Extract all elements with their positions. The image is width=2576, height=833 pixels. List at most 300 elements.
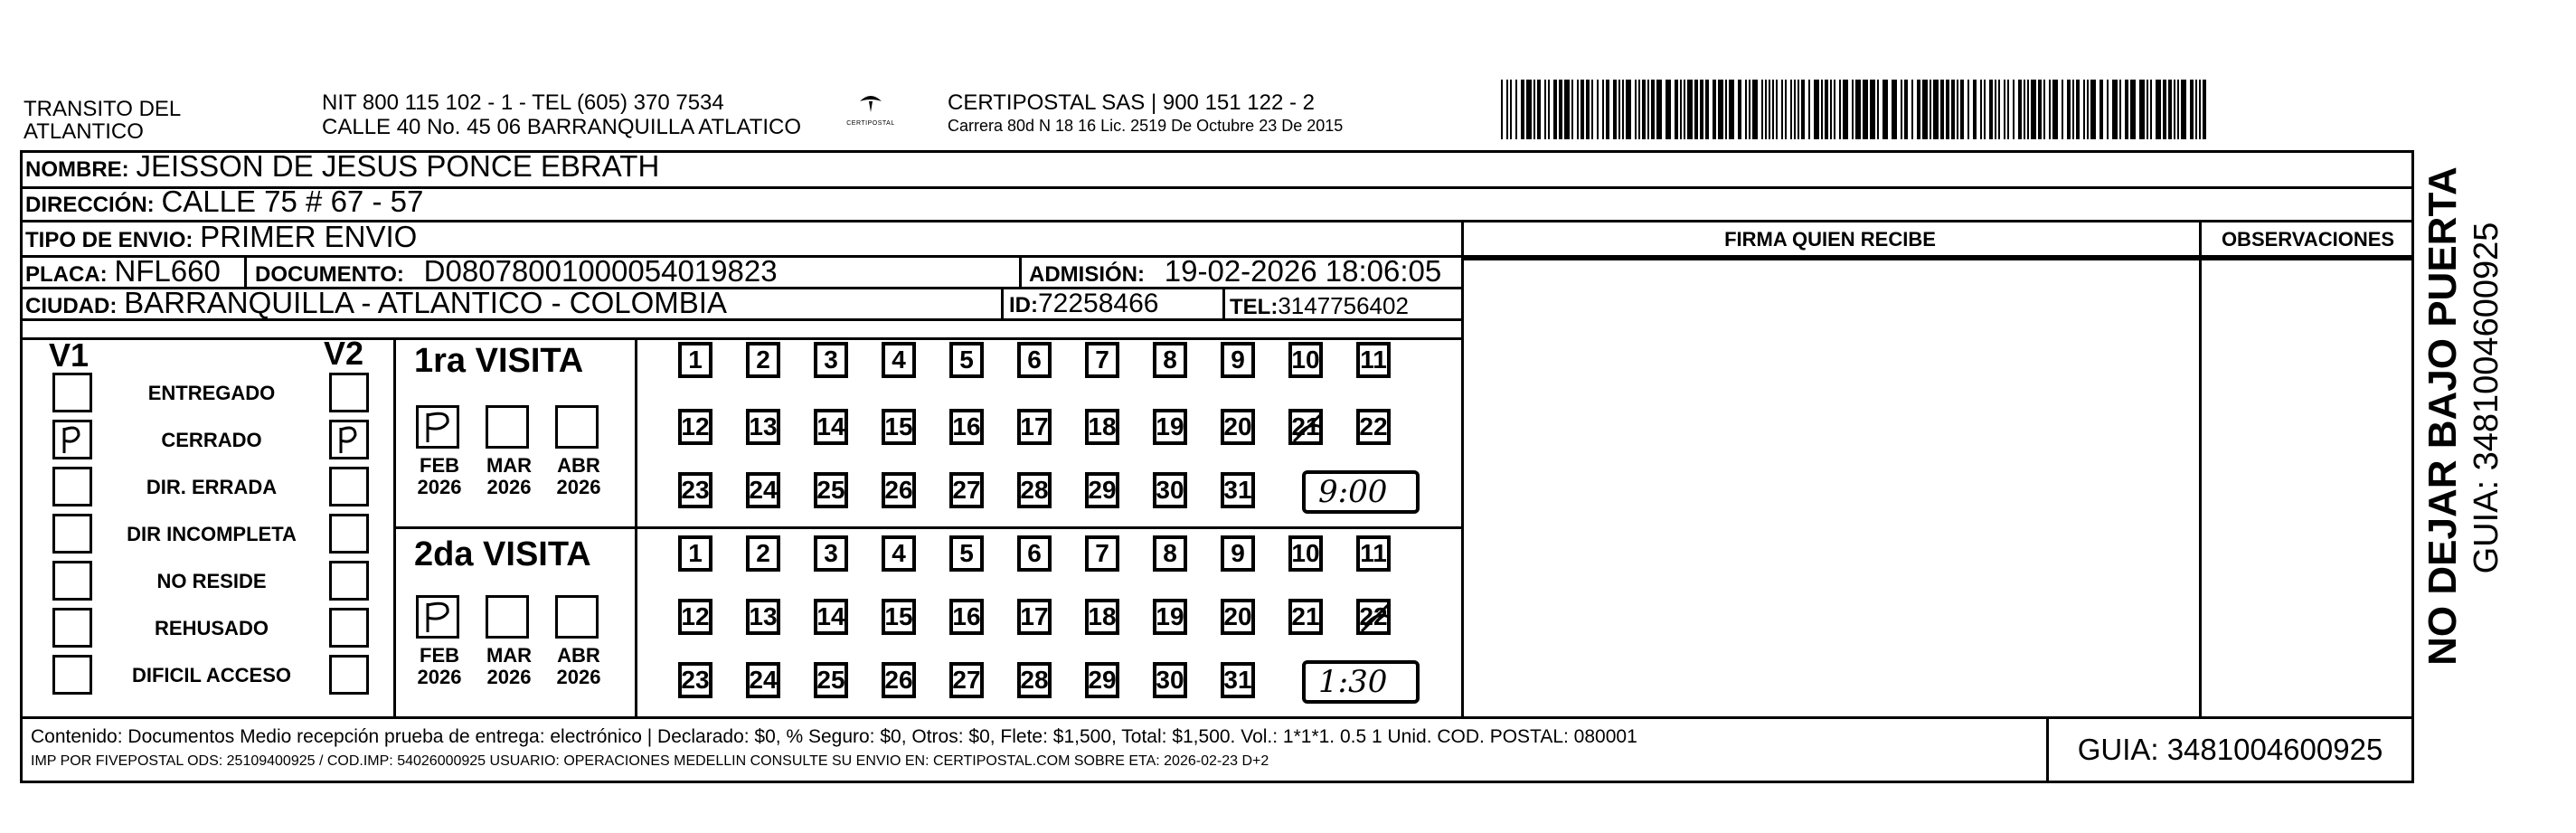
- barcode-bar: [2174, 80, 2175, 139]
- day-number: 3: [824, 539, 838, 567]
- barcode-bar: [2181, 80, 2186, 139]
- day-box[interactable]: [1356, 599, 1391, 635]
- day-number: 5: [959, 346, 974, 374]
- day-number: 18: [1088, 602, 1117, 630]
- status-label: REHUSADO: [155, 617, 269, 639]
- day-box[interactable]: [1221, 535, 1255, 572]
- day-box[interactable]: [882, 535, 916, 572]
- day-box[interactable]: [1017, 662, 1052, 698]
- day-box[interactable]: [678, 662, 712, 698]
- day-box[interactable]: [1085, 472, 1119, 508]
- barcode-bar: [1980, 80, 1982, 139]
- barcode-bar: [1526, 80, 1532, 139]
- barcode-bar: [2031, 80, 2036, 139]
- day-number: 30: [1156, 476, 1184, 504]
- day-number: 25: [816, 666, 845, 694]
- barcode-bar: [1882, 80, 1888, 139]
- day-box[interactable]: [1221, 472, 1255, 508]
- day-box[interactable]: [882, 599, 916, 635]
- status-label: DIR. ERRADA: [146, 476, 278, 498]
- id-row: [1009, 289, 1158, 320]
- nombre-value: JEISSON DE JESUS PONCE EBRATH: [136, 149, 660, 183]
- nombre-row: [25, 149, 660, 185]
- barcode-bar: [1794, 80, 1796, 139]
- barcode-bar: [1656, 80, 1662, 139]
- day-box[interactable]: [678, 535, 712, 572]
- day-number: 16: [952, 412, 981, 440]
- barcode-bar: [1946, 80, 1949, 139]
- day-number: 22: [1359, 412, 1388, 440]
- day-number: 26: [884, 476, 913, 504]
- barcode-bar: [1687, 80, 1693, 139]
- org-line1: TRANSITO DEL: [24, 97, 182, 121]
- day-box[interactable]: [814, 342, 848, 378]
- barcode-bar: [2139, 80, 2145, 139]
- month-checkbox[interactable]: [555, 405, 599, 449]
- status-v2-checkbox[interactable]: [329, 420, 369, 459]
- barcode-bar: [1752, 80, 1758, 139]
- barcode-bar: [1571, 80, 1573, 139]
- day-box[interactable]: [1221, 662, 1255, 698]
- side-guia: GUIA: 3481004600925: [2467, 222, 2505, 574]
- org-nit: NIT 800 115 102 - 1 - TEL (605) 370 7534: [322, 90, 724, 115]
- day-box[interactable]: [1153, 409, 1187, 445]
- day-number: 20: [1223, 602, 1252, 630]
- strike-mark-icon: [1290, 409, 1326, 453]
- day-number: 9: [1231, 346, 1245, 374]
- day-number: 28: [1020, 666, 1049, 694]
- day-box[interactable]: [1288, 342, 1323, 378]
- barcode-bar: [1870, 80, 1875, 139]
- day-box[interactable]: [1085, 409, 1119, 445]
- nombre-label: NOMBRE:: [25, 157, 129, 182]
- barcode-bar: [2195, 80, 2197, 139]
- day-box[interactable]: [1085, 535, 1119, 572]
- day-number: 8: [1163, 346, 1177, 374]
- day-number: 26: [884, 666, 913, 694]
- day-box[interactable]: [1356, 342, 1391, 378]
- barcode-bar: [2072, 80, 2074, 139]
- footer-impresion: IMP POR FIVEPOSTAL ODS: 25109400925 / COD.IMP: 54026000925 USUARIO: OPERACIONES MEDELLIN CONSULTE SU ENVIO EN: CERTIPOSTAL.COM SOBRE ETA: 2026-02-23 D+2: [31, 753, 1269, 769]
- day-box[interactable]: [949, 342, 984, 378]
- day-box[interactable]: [1017, 472, 1052, 508]
- barcode-bar: [2024, 80, 2025, 139]
- barcode-bar: [1533, 80, 1535, 139]
- barcode-bar: [2067, 80, 2071, 139]
- barcode-bar: [1772, 80, 1774, 139]
- documento-label: DOCUMENTO:: [255, 262, 404, 287]
- v2-label: V2: [324, 335, 364, 372]
- barcode-bar: [1725, 80, 1727, 139]
- day-number: 14: [816, 412, 845, 440]
- day-number: 10: [1291, 539, 1320, 567]
- observaciones-area[interactable]: [2203, 262, 2412, 715]
- day-number: 2: [756, 346, 770, 374]
- barcode-bar: [1586, 80, 1590, 139]
- day-number: 18: [1088, 412, 1117, 440]
- barcode-bar: [1855, 80, 1861, 139]
- tel-value: 3147756402: [1278, 292, 1409, 319]
- ciudad-value: BARRANQUILLA - ATLANTICO - COLOMBIA: [124, 286, 727, 319]
- barcode-bar: [1781, 80, 1783, 139]
- day-number: 17: [1020, 602, 1049, 630]
- barcode-bar: [1967, 80, 1969, 139]
- day-number: 1: [688, 539, 703, 567]
- day-box[interactable]: [1153, 662, 1187, 698]
- barcode-bar: [1852, 80, 1854, 139]
- barcode-bar: [1808, 80, 1810, 139]
- status-v1-checkbox[interactable]: [52, 561, 92, 601]
- tipo-label: TIPO DE ENVIO:: [25, 228, 193, 252]
- day-number: 7: [1095, 346, 1109, 374]
- day-number: 25: [816, 476, 845, 504]
- day-box[interactable]: [882, 472, 916, 508]
- status-label: DIFICIL ACCESO: [131, 664, 291, 686]
- barcode-bar: [2099, 80, 2103, 139]
- day-number: 29: [1088, 476, 1117, 504]
- day-box[interactable]: [1017, 535, 1052, 572]
- barcode-bar: [1521, 80, 1524, 139]
- status-v2-checkbox[interactable]: [329, 467, 369, 506]
- day-box[interactable]: [882, 409, 916, 445]
- barcode-bar: [1839, 80, 1841, 139]
- barcode-bar: [2004, 80, 2005, 139]
- barcode-bar: [2062, 80, 2063, 139]
- status-v2-checkbox[interactable]: [329, 608, 369, 648]
- barcode-bar: [2125, 80, 2128, 139]
- day-number: 31: [1223, 666, 1252, 694]
- month-checkbox[interactable]: [486, 595, 529, 639]
- barcode-bar: [1769, 80, 1770, 139]
- day-number: 12: [681, 602, 710, 630]
- day-box[interactable]: [1288, 535, 1323, 572]
- day-box[interactable]: [746, 662, 780, 698]
- day-box[interactable]: [1085, 599, 1119, 635]
- day-number: 6: [1027, 539, 1042, 567]
- id-value: 72258466: [1038, 289, 1159, 318]
- day-box[interactable]: [746, 472, 780, 508]
- barcode-bar: [1765, 80, 1767, 139]
- first-visit-time: 9:00: [1318, 474, 1388, 510]
- barcode-bar: [2090, 80, 2096, 139]
- barcode-bar: [1738, 80, 1741, 139]
- footer-contenido: Contenido: Documentos Medio recepción prueba de entrega: electrónico | Declarado: $0, % Seguro: $0, Otros: $0, Flete: $1,500, Total: $1,500. Vol.: 1*1*1. 0.5 1 Unid. COD. POSTAL: 080001: [31, 726, 1637, 747]
- month-label: MAR 2026: [486, 454, 533, 498]
- status-label: DIR INCOMPLETA: [127, 523, 297, 545]
- direccion-label: DIRECCIÓN:: [25, 193, 155, 217]
- barcode-bar: [1814, 80, 1819, 139]
- barcode-bar: [2119, 80, 2121, 139]
- barcode-bar: [1785, 80, 1787, 139]
- first-visit-title: 1ra VISITA: [414, 342, 584, 380]
- company-address: Carrera 80d N 18 16 Lic. 2519 De Octubre 23 De 2015: [948, 117, 1344, 135]
- day-number: 19: [1156, 602, 1184, 630]
- barcode-bar: [2190, 80, 2194, 139]
- day-box[interactable]: [1221, 409, 1255, 445]
- barcode-bar: [1863, 80, 1868, 139]
- status-v2-checkbox[interactable]: [329, 373, 369, 412]
- barcode-bar: [1930, 80, 1931, 139]
- barcode-bar: [1510, 80, 1512, 139]
- day-number: 31: [1223, 476, 1252, 504]
- status-v1-checkbox[interactable]: [52, 514, 92, 554]
- barcode-bar: [1729, 80, 1734, 139]
- day-box[interactable]: [746, 409, 780, 445]
- tel-label: TEL:: [1230, 295, 1279, 319]
- no-dejar-bajo-puerta: NO DEJAR BAJO PUERTA: [2420, 166, 2465, 666]
- day-box[interactable]: [1153, 342, 1187, 378]
- day-number: 27: [952, 476, 981, 504]
- barcode-bar: [2013, 80, 2015, 139]
- barcode-bar: [1798, 80, 1799, 139]
- barcode-bar: [1940, 80, 1944, 139]
- day-number: 28: [1020, 476, 1049, 504]
- barcode-bar: [2107, 80, 2109, 139]
- firma-header: FIRMA QUIEN RECIBE: [1724, 228, 1936, 251]
- barcode-bar: [1548, 80, 1550, 139]
- status-v2-checkbox[interactable]: [329, 655, 369, 695]
- barcode-bar: [1618, 80, 1620, 139]
- month-checkbox[interactable]: [486, 405, 529, 449]
- ciudad-label: CIUDAD:: [25, 294, 118, 318]
- day-number: 23: [681, 666, 710, 694]
- barcode: [1501, 80, 2206, 144]
- barcode-bar: [2027, 80, 2029, 139]
- day-box[interactable]: [814, 662, 848, 698]
- day-box[interactable]: [678, 599, 712, 635]
- day-number: 22: [1359, 602, 1388, 630]
- barcode-bar: [1957, 80, 1958, 139]
- barcode-bar: [1680, 80, 1682, 139]
- day-number: 17: [1020, 412, 1049, 440]
- status-label: ENTREGADO: [147, 382, 276, 404]
- day-box[interactable]: [746, 535, 780, 572]
- barcode-bar: [1843, 80, 1848, 139]
- logo-text: CERTIPOSTAL: [846, 120, 895, 127]
- barcode-bar: [1622, 80, 1624, 139]
- day-box[interactable]: [1153, 599, 1187, 635]
- day-number: 19: [1156, 412, 1184, 440]
- barcode-bar: [1684, 80, 1685, 139]
- day-box[interactable]: [1153, 535, 1187, 572]
- barcode-bar: [2087, 80, 2089, 139]
- tel-row: [1230, 291, 1409, 322]
- barcode-bar: [2168, 80, 2172, 139]
- day-number: 13: [749, 412, 778, 440]
- placa-label: PLACA:: [25, 262, 108, 287]
- day-number: 23: [681, 476, 710, 504]
- placa-value: NFL660: [114, 254, 221, 288]
- status-label: NO RESIDE: [156, 570, 267, 592]
- day-box[interactable]: [678, 472, 712, 508]
- footer-guia: GUIA: 3481004600925: [2077, 733, 2383, 766]
- barcode-bar: [1998, 80, 2000, 139]
- second-visit-title: 2da VISITA: [414, 535, 591, 573]
- admision-value: 19-02-2026 18:06:05: [1164, 254, 1442, 288]
- barcode-bar: [1700, 80, 1703, 139]
- status-v1-checkbox[interactable]: [52, 655, 92, 695]
- day-box[interactable]: [949, 662, 984, 698]
- barcode-bar: [1651, 80, 1655, 139]
- check-mark-icon: [59, 424, 88, 461]
- second-visit-time-box[interactable]: [1302, 660, 1420, 704]
- barcode-bar: [1825, 80, 1828, 139]
- day-box[interactable]: [1221, 599, 1255, 635]
- day-box[interactable]: [1017, 599, 1052, 635]
- barcode-bar: [1675, 80, 1678, 139]
- barcode-bar: [1606, 80, 1609, 139]
- day-number: 16: [952, 602, 981, 630]
- day-box[interactable]: [678, 342, 712, 378]
- day-box[interactable]: [949, 472, 984, 508]
- day-box[interactable]: [746, 599, 780, 635]
- status-v1-checkbox[interactable]: [52, 373, 92, 412]
- second-visit-time: 1:30: [1318, 664, 1388, 700]
- barcode-bar: [1821, 80, 1823, 139]
- status-v1-checkbox[interactable]: [52, 420, 92, 459]
- day-number: 27: [952, 666, 981, 694]
- barcode-bar: [2076, 80, 2080, 139]
- day-box[interactable]: [1085, 662, 1119, 698]
- day-box[interactable]: [882, 342, 916, 378]
- barcode-bar: [1718, 80, 1723, 139]
- barcode-bar: [1989, 80, 1993, 139]
- barcode-bar: [2203, 80, 2206, 139]
- day-box[interactable]: [814, 472, 848, 508]
- day-number: 29: [1088, 666, 1117, 694]
- barcode-bar: [1834, 80, 1835, 139]
- barcode-bar: [2150, 80, 2152, 139]
- day-box[interactable]: [1288, 409, 1323, 445]
- check-mark-icon: [422, 600, 457, 640]
- day-number: 7: [1095, 539, 1109, 567]
- barcode-bar: [1922, 80, 1928, 139]
- barcode-bar: [1564, 80, 1570, 139]
- month-label: FEB 2026: [417, 644, 462, 688]
- day-box[interactable]: [1017, 409, 1052, 445]
- barcode-icon: [1501, 80, 2206, 139]
- barcode-bar: [1597, 80, 1599, 139]
- day-box[interactable]: [814, 535, 848, 572]
- barcode-bar: [1790, 80, 1792, 139]
- month-checkbox[interactable]: [416, 595, 459, 639]
- day-box[interactable]: [1356, 409, 1391, 445]
- day-number: 9: [1231, 539, 1245, 567]
- barcode-bar: [1602, 80, 1604, 139]
- barcode-bar: [1761, 80, 1763, 139]
- company-info: [948, 90, 1343, 137]
- day-box[interactable]: [882, 662, 916, 698]
- status-label: CERRADO: [161, 429, 262, 451]
- barcode-bar: [1577, 80, 1579, 139]
- barcode-bar: [1501, 80, 1503, 139]
- day-box[interactable]: [1017, 342, 1052, 378]
- day-box[interactable]: [1221, 342, 1255, 378]
- admision-row: [1029, 254, 1442, 289]
- barcode-bar: [1553, 80, 1557, 139]
- barcode-bar: [1638, 80, 1640, 139]
- barcode-bar: [1694, 80, 1698, 139]
- day-number: 21: [1291, 412, 1320, 440]
- barcode-bar: [2049, 80, 2051, 139]
- day-box[interactable]: [1288, 599, 1323, 635]
- day-box[interactable]: [814, 599, 848, 635]
- ciudad-row: [25, 286, 727, 321]
- month-checkbox[interactable]: [555, 595, 599, 639]
- org-info: [322, 90, 801, 139]
- id-label: ID:: [1009, 293, 1038, 317]
- day-box[interactable]: [1356, 535, 1391, 572]
- day-number: 24: [749, 666, 778, 694]
- barcode-bar: [1877, 80, 1879, 139]
- day-box[interactable]: [678, 409, 712, 445]
- month-checkbox[interactable]: [416, 405, 459, 449]
- barcode-bar: [1951, 80, 1955, 139]
- day-number: 20: [1223, 412, 1252, 440]
- v1-label: V1: [49, 336, 90, 374]
- check-mark-icon: [422, 410, 457, 450]
- logo-icon: [853, 89, 889, 116]
- barcode-bar: [1626, 80, 1631, 139]
- org-name: [24, 98, 181, 143]
- documento-value: D08078001000054019823: [423, 254, 778, 288]
- barcode-bar: [1537, 80, 1541, 139]
- barcode-bar: [1973, 80, 1977, 139]
- barcode-bar: [1984, 80, 1986, 139]
- firma-area[interactable]: [1465, 262, 2197, 715]
- day-box[interactable]: [949, 409, 984, 445]
- barcode-bar: [1892, 80, 1897, 139]
- day-box[interactable]: [1153, 472, 1187, 508]
- status-v1-checkbox[interactable]: [52, 608, 92, 648]
- barcode-bar: [1933, 80, 1939, 139]
- barcode-bar: [1613, 80, 1617, 139]
- barcode-bar: [2083, 80, 2085, 139]
- strike-mark-icon: [1358, 599, 1394, 643]
- barcode-bar: [1559, 80, 1562, 139]
- barcode-bar: [1642, 80, 1646, 139]
- day-box[interactable]: [949, 599, 984, 635]
- barcode-bar: [1901, 80, 1902, 139]
- status-v2-checkbox[interactable]: [329, 514, 369, 554]
- status-v1-checkbox[interactable]: [52, 467, 92, 506]
- barcode-bar: [2156, 80, 2161, 139]
- day-number: 12: [681, 412, 710, 440]
- day-box[interactable]: [1085, 342, 1119, 378]
- status-v2-checkbox[interactable]: [329, 561, 369, 601]
- barcode-bar: [2177, 80, 2179, 139]
- barcode-bar: [1506, 80, 1508, 139]
- day-number: 3: [824, 346, 838, 374]
- day-number: 14: [816, 602, 845, 630]
- barcode-bar: [2199, 80, 2201, 139]
- certipostal-logo: [839, 89, 902, 127]
- barcode-bar: [2038, 80, 2042, 139]
- day-box[interactable]: [746, 342, 780, 378]
- tipo-value: PRIMER ENVIO: [200, 220, 418, 253]
- day-number: 11: [1360, 346, 1387, 374]
- month-label: FEB 2026: [417, 454, 462, 498]
- first-visit-time-box[interactable]: [1302, 470, 1420, 514]
- barcode-bar: [1581, 80, 1584, 139]
- barcode-bar: [1647, 80, 1649, 139]
- barcode-bar: [2112, 80, 2118, 139]
- day-box[interactable]: [949, 535, 984, 572]
- barcode-bar: [1776, 80, 1778, 139]
- month-label: ABR 2026: [556, 454, 601, 498]
- day-box[interactable]: [814, 409, 848, 445]
- barcode-bar: [1665, 80, 1671, 139]
